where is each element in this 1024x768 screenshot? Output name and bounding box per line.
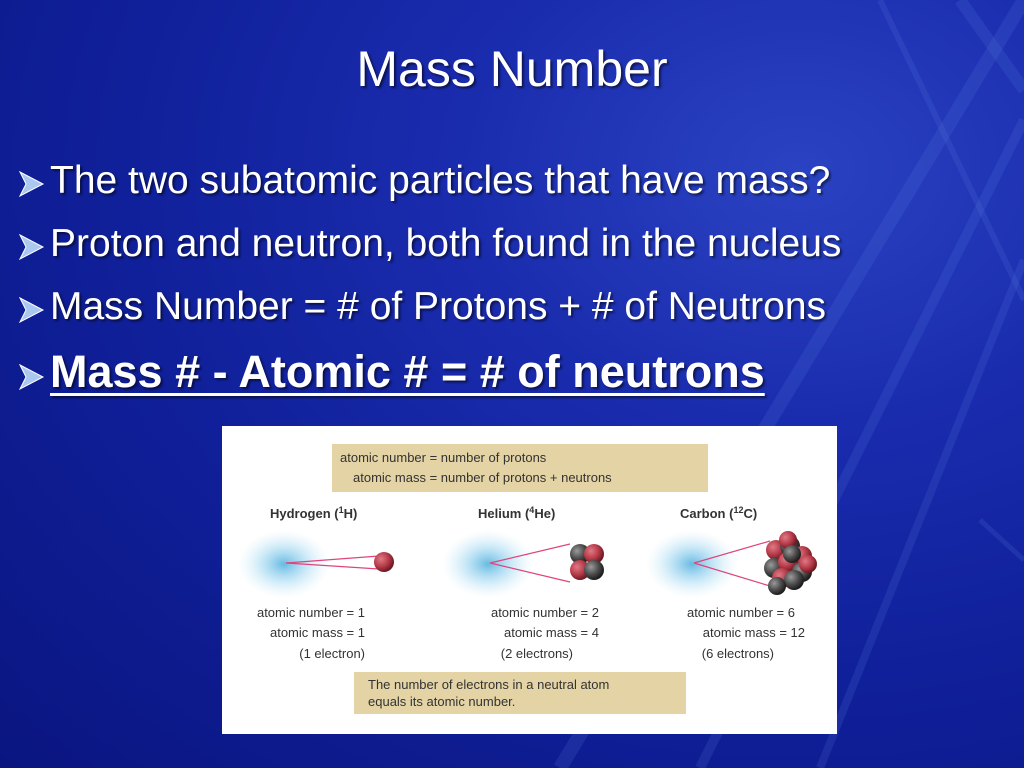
definition-line-1: atomic number = number of protons xyxy=(340,450,547,465)
svg-text:atomic number = 1: atomic number = 1 xyxy=(256,605,365,620)
electron-cloud xyxy=(442,530,534,598)
carbon-info xyxy=(687,605,805,661)
note-line-1: The number of electrons in a neutral atom xyxy=(368,677,610,692)
svg-text:atomic mass = 1: atomic mass = 1 xyxy=(269,625,365,640)
svg-text:atomic number = 6: atomic number = 6 xyxy=(686,605,795,620)
bullet-text: Mass # - Atomic # = # of neutrons xyxy=(50,346,765,397)
svg-text:(6 electrons): (6 electrons) xyxy=(701,646,774,661)
atom-label-carbon: Carbon ($^{12}$C) xyxy=(680,505,758,521)
bullet-text: Mass Number = # of Protons + # of Neutrons xyxy=(50,285,827,328)
neutron-ball xyxy=(584,560,604,580)
bullet-item-3 xyxy=(14,281,1014,344)
svg-text:(1 electron): (1 electron) xyxy=(299,646,365,661)
slide-title: Mass Number xyxy=(356,41,668,97)
atom-label-helium: Helium ($^4$He) xyxy=(478,505,556,521)
hydrogen-info xyxy=(257,605,365,661)
bullet-item-1 xyxy=(14,155,1014,218)
arrowhead-bullet-icon xyxy=(16,169,46,199)
bullet-item-4-emphasized xyxy=(14,344,1014,414)
helium-atom-illustration xyxy=(442,530,604,598)
svg-text:atomic number = 2: atomic number = 2 xyxy=(490,605,599,620)
helium-info xyxy=(491,605,599,661)
svg-text:atomic mass = 12: atomic mass = 12 xyxy=(702,625,805,640)
bullet-item-2 xyxy=(14,218,1014,281)
arrowhead-bullet-icon xyxy=(16,295,46,325)
arrowhead-bullet-icon xyxy=(16,362,46,392)
svg-text:(2 electrons): (2 electrons) xyxy=(500,646,573,661)
svg-text:atomic mass = 4: atomic mass = 4 xyxy=(503,625,599,640)
bullet-list xyxy=(14,155,1014,414)
bullet-text: The two subatomic particles that have mass? xyxy=(50,159,831,202)
atom-diagram-figure xyxy=(222,426,837,734)
bullet-text: Proton and neutron, both found in the nucleus xyxy=(50,222,842,265)
electron-cloud xyxy=(238,530,330,598)
hydrogen-atom-illustration xyxy=(238,530,394,598)
atom-label-hydrogen: Hydrogen ($^1$H) xyxy=(270,505,358,521)
note-line-2: equals its atomic number. xyxy=(368,694,516,709)
electron-cloud xyxy=(646,530,738,598)
carbon-atom-illustration xyxy=(646,530,817,598)
arrowhead-bullet-icon xyxy=(16,232,46,262)
definition-line-2: atomic mass = number of protons + neutrons xyxy=(353,470,612,485)
proton-ball xyxy=(374,552,394,572)
